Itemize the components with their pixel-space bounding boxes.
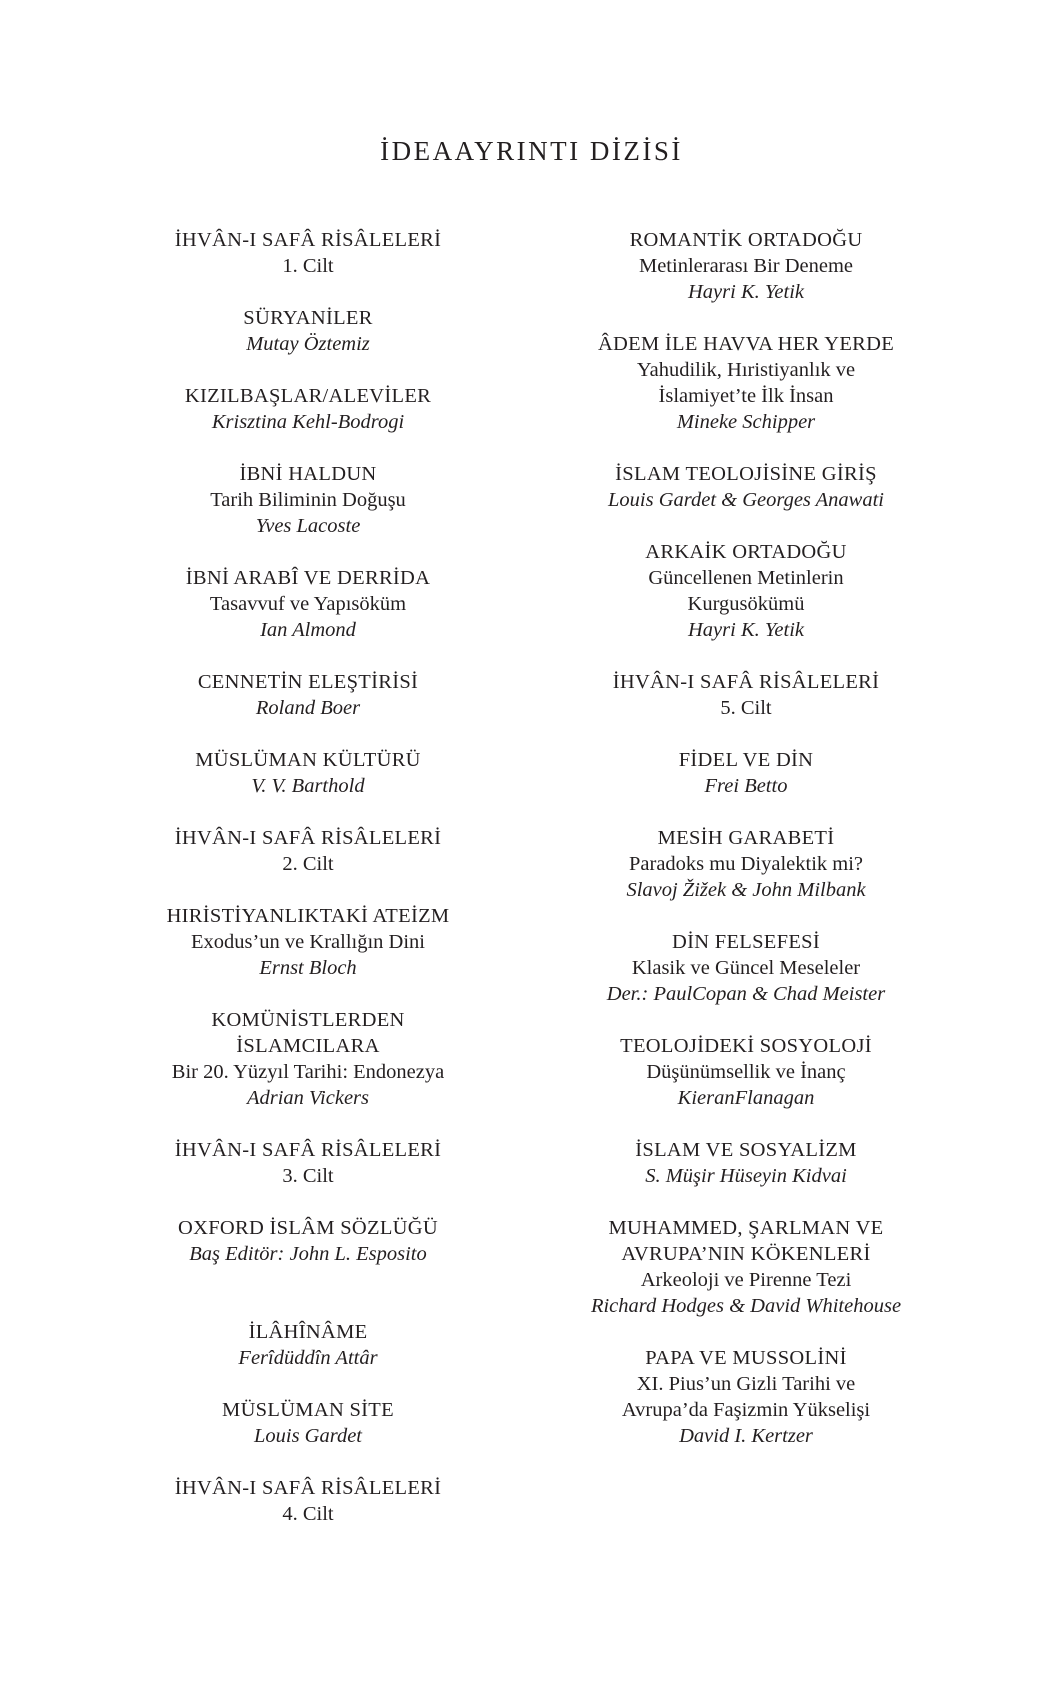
book-title: ÂDEM İLE HAVVA HER YERDE xyxy=(597,333,895,355)
book-author: Mineke Schipper xyxy=(676,411,816,433)
book-title: FİDEL VE DİN xyxy=(678,749,814,771)
book-subtitle: Paradoks mu Diyalektik mi? xyxy=(629,853,863,875)
book-author: Ian Almond xyxy=(260,619,356,641)
book-subtitle: Tarih Biliminin Doğuşu xyxy=(210,489,406,511)
book-subtitle: Tasavvuf ve Yapısöküm xyxy=(209,593,407,615)
book-author: Slavoj Žižek & John Milbank xyxy=(626,879,866,901)
book-subtitle: Güncellenen Metinlerin xyxy=(648,567,844,589)
book-subtitle: 1. Cilt xyxy=(282,255,334,277)
book-author: Ferîdüddîn Attâr xyxy=(238,1347,378,1369)
book-entry xyxy=(108,305,508,357)
book-title: İHVÂN-I SAFÂ RİSÂLELERİ xyxy=(174,1477,442,1499)
book-subtitle: XI. Pius’un Gizli Tarihi ve xyxy=(636,1373,856,1395)
book-author: David I. Kertzer xyxy=(679,1425,813,1447)
book-title: MÜSLÜMAN SİTE xyxy=(222,1399,394,1421)
book-title: İBNİ ARABÎ VE DERRİDA xyxy=(185,567,431,589)
book-author: Mutay Öztemiz xyxy=(246,333,370,355)
book-entry xyxy=(108,1319,508,1371)
book-entry xyxy=(546,227,946,305)
book-title: İSLAM TEOLOJİSİNE GİRİŞ xyxy=(615,463,877,485)
book-title: AVRUPA’NIN KÖKENLERİ xyxy=(621,1243,871,1265)
book-entry xyxy=(546,539,946,643)
book-title: MUHAMMED, ŞARLMAN VE xyxy=(608,1217,884,1239)
book-subtitle: Arkeoloji ve Pirenne Tezi xyxy=(640,1269,852,1291)
book-title: MÜSLÜMAN KÜLTÜRÜ xyxy=(195,749,421,771)
book-entry xyxy=(546,1345,946,1449)
book-title: HIRİSTİYANLIKTAKİ ATEİZM xyxy=(166,905,450,927)
book-subtitle: Kurgusökümü xyxy=(687,593,805,615)
book-title: TEOLOJİDEKİ SOSYOLOJİ xyxy=(620,1035,872,1057)
book-entry xyxy=(546,669,946,721)
book-title: ROMANTİK ORTADOĞU xyxy=(629,229,863,251)
book-entry xyxy=(546,1215,946,1319)
book-entry xyxy=(108,1007,508,1111)
book-author: Louis Gardet & Georges Anawati xyxy=(608,489,884,511)
book-entry xyxy=(108,747,508,799)
book-entry xyxy=(546,1033,946,1111)
book-subtitle: İslamiyet’te İlk İnsan xyxy=(658,385,834,407)
book-entry xyxy=(546,461,946,513)
book-title: İSLAM VE SOSYALİZM xyxy=(635,1139,857,1161)
book-author: V. V. Barthold xyxy=(251,775,365,797)
book-author: Roland Boer xyxy=(255,697,361,719)
book-title: İLÂHÎNÂME xyxy=(248,1321,368,1343)
book-entry xyxy=(108,669,508,721)
book-subtitle: Avrupa’da Faşizmin Yükselişi xyxy=(621,1399,871,1421)
book-author: Der.: PaulCopan & Chad Meister xyxy=(606,983,886,1005)
book-author: Yves Lacoste xyxy=(255,515,361,537)
book-author: KieranFlanagan xyxy=(677,1087,815,1109)
book-entry xyxy=(546,331,946,435)
book-entry xyxy=(546,747,946,799)
book-entry xyxy=(108,1215,508,1267)
book-title: ARKAİK ORTADOĞU xyxy=(645,541,847,563)
book-title: İBNİ HALDUN xyxy=(239,463,377,485)
book-author: Baş Editör: John L. Esposito xyxy=(189,1243,427,1265)
book-entry xyxy=(108,565,508,643)
book-author: Frei Betto xyxy=(704,775,788,797)
book-title: İHVÂN-I SAFÂ RİSÂLELERİ xyxy=(174,1139,442,1161)
book-entry xyxy=(546,929,946,1007)
book-author: Hayri K. Yetik xyxy=(688,619,804,641)
book-author: S. Müşir Hüseyin Kidvai xyxy=(645,1165,847,1187)
book-author: Richard Hodges & David Whitehouse xyxy=(590,1295,902,1317)
book-subtitle: Klasik ve Güncel Meseleler xyxy=(631,957,861,979)
book-author: Hayri K. Yetik xyxy=(688,281,804,303)
book-title: KOMÜNİSTLERDEN xyxy=(211,1009,405,1031)
book-title: İHVÂN-I SAFÂ RİSÂLELERİ xyxy=(174,229,442,251)
book-entry xyxy=(108,1397,508,1449)
book-author: Louis Gardet xyxy=(253,1425,362,1447)
book-title: SÜRYANİLER xyxy=(243,307,373,329)
book-entry xyxy=(108,1137,508,1189)
book-title: İHVÂN-I SAFÂ RİSÂLELERİ xyxy=(612,671,880,693)
book-subtitle: 2. Cilt xyxy=(282,853,334,875)
book-title: İSLAMCILARA xyxy=(236,1035,380,1057)
book-entry xyxy=(108,1475,508,1527)
book-subtitle: Düşünümsellik ve İnanç xyxy=(646,1061,846,1083)
series-title: İDEAAYRINTI DİZİSİ xyxy=(380,136,683,166)
book-author: Adrian Vickers xyxy=(246,1087,370,1109)
book-entry xyxy=(108,383,508,435)
book-author: Ernst Bloch xyxy=(259,957,357,979)
book-entry xyxy=(546,1137,946,1189)
book-title: PAPA VE MUSSOLİNİ xyxy=(645,1347,847,1369)
book-entry xyxy=(108,825,508,877)
book-subtitle: Yahudilik, Hıristiyanlık ve xyxy=(636,359,856,381)
book-subtitle: 4. Cilt xyxy=(282,1503,334,1525)
book-title: OXFORD İSLÂM SÖZLÜĞÜ xyxy=(178,1217,438,1239)
book-title: CENNETİN ELEŞTİRİSİ xyxy=(197,671,419,693)
book-subtitle: Metinlerarası Bir Deneme xyxy=(638,255,854,277)
right-book-column xyxy=(546,227,946,1475)
book-author: Krisztina Kehl-Bodrogi xyxy=(211,411,405,433)
book-entry xyxy=(108,903,508,981)
book-entry xyxy=(108,227,508,279)
book-entry xyxy=(546,825,946,903)
left-book-column xyxy=(108,227,508,1553)
book-subtitle: Exodus’un ve Krallığın Dini xyxy=(190,931,425,953)
book-entry xyxy=(108,461,508,539)
book-title: KIZILBAŞLAR/ALEVİLER xyxy=(184,385,432,407)
book-title: MESİH GARABETİ xyxy=(657,827,835,849)
book-title: İHVÂN-I SAFÂ RİSÂLELERİ xyxy=(174,827,442,849)
book-subtitle: 5. Cilt xyxy=(720,697,772,719)
book-subtitle: Bir 20. Yüzyıl Tarihi: Endonezya xyxy=(171,1061,445,1083)
book-subtitle: 3. Cilt xyxy=(282,1165,334,1187)
book-title: DİN FELSEFESİ xyxy=(672,931,820,953)
